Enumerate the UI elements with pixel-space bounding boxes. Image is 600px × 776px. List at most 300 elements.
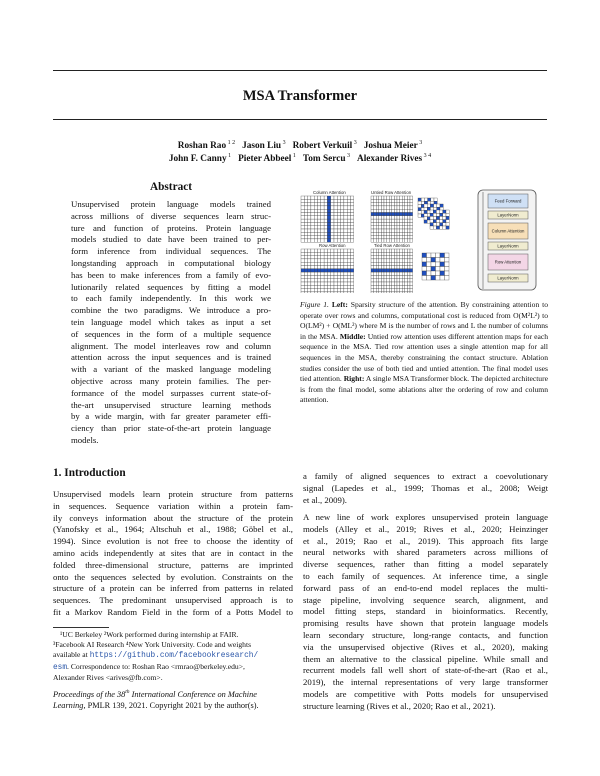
attention-cell — [410, 289, 413, 292]
attention-cell — [402, 203, 405, 206]
attention-cell — [318, 256, 321, 259]
attention-cell — [397, 249, 400, 252]
attention-cell — [324, 232, 327, 235]
author-name: Alexander Rives — [356, 154, 423, 165]
attention-cell — [347, 236, 350, 239]
attention-cell — [446, 210, 449, 213]
attention-cell — [440, 213, 443, 216]
attention-cell — [381, 279, 384, 282]
attention-cell — [389, 275, 392, 278]
attention-cell — [314, 206, 317, 209]
attention-cell — [389, 196, 392, 199]
attention-cell — [311, 199, 314, 202]
attention-cell — [405, 229, 408, 232]
attention-cell — [400, 216, 403, 219]
attention-cell — [446, 220, 449, 223]
attention-cell — [397, 252, 400, 255]
attention-cell — [327, 226, 330, 229]
attention-cell — [379, 219, 382, 222]
attention-cell — [308, 252, 311, 255]
attention-cell — [389, 279, 392, 282]
attention-cell — [334, 262, 337, 265]
attention-cell — [308, 275, 311, 278]
attention-cell — [327, 272, 330, 275]
caption-text-1: Sparsity structure of the attention. By constraining attention to operate over rows and columns, computational cost is reduced from O(M²L²) to O(LM²) + O(ML²) where M is the number of rows and L the number of columns in the MSA. — [300, 300, 549, 341]
attention-cell — [376, 236, 379, 239]
text-line: models. — [71, 434, 99, 445]
attention-cell — [381, 249, 384, 252]
attention-cell — [389, 203, 392, 206]
attention-cell — [301, 222, 304, 225]
attention-cell — [327, 206, 330, 209]
attention-cell — [389, 282, 392, 285]
attention-cell — [387, 259, 390, 262]
attention-cell — [376, 206, 379, 209]
attention-cell — [410, 259, 413, 262]
attention-cell — [440, 210, 443, 213]
attention-cell — [321, 259, 324, 262]
attention-cell — [308, 226, 311, 229]
attention-cell — [371, 252, 374, 255]
attention-cell — [308, 256, 311, 259]
attention-cell — [400, 236, 403, 239]
attention-cell — [410, 292, 413, 293]
attention-cell — [341, 266, 344, 269]
attention-cell — [392, 279, 395, 282]
attention-cell — [311, 203, 314, 206]
attention-cell — [402, 256, 405, 259]
block-layer-label: LayerNorm — [497, 212, 519, 218]
attention-cell — [327, 239, 330, 242]
attention-cell — [311, 279, 314, 282]
attention-cell — [314, 262, 317, 265]
attention-cell — [387, 222, 390, 225]
block-layer-label: Feed Forward — [494, 198, 522, 204]
attention-cell — [402, 289, 405, 292]
attention-cell — [341, 249, 344, 252]
attention-cell — [410, 216, 413, 219]
attention-cell — [405, 216, 408, 219]
text-line: fit a Markov Random Field in the form of a Potts Model to — [53, 606, 293, 617]
attention-cell — [371, 289, 374, 292]
attention-cell — [324, 203, 327, 206]
attention-cell — [301, 196, 304, 199]
attention-cell — [443, 226, 446, 229]
attention-cell — [389, 289, 392, 292]
attention-cell — [347, 232, 350, 235]
attention-cell — [304, 279, 307, 282]
attention-cell — [397, 289, 400, 292]
attention-cell — [347, 229, 350, 232]
attention-cell — [331, 279, 334, 282]
attention-cell — [371, 229, 374, 232]
attention-cell — [410, 229, 413, 232]
attention-cell — [410, 206, 413, 209]
attention-cell — [400, 275, 403, 278]
attention-cell — [376, 249, 379, 252]
text-line: models studied to date have been trained to per- — [71, 234, 271, 245]
attention-cell — [436, 267, 441, 272]
attention-cell — [331, 196, 334, 199]
attention-cell — [400, 279, 403, 282]
attention-cell — [440, 253, 445, 258]
attention-cell — [371, 239, 374, 242]
attention-cell — [321, 275, 324, 278]
attention-cell — [389, 206, 392, 209]
attention-cell — [407, 229, 410, 232]
attention-cell — [374, 256, 377, 259]
attention-cell — [337, 239, 340, 242]
attention-cell — [376, 269, 379, 272]
attention-cell — [374, 219, 377, 222]
attention-cell — [392, 216, 395, 219]
attention-cell — [402, 239, 405, 242]
attention-cell — [308, 292, 311, 293]
attention-cell — [410, 236, 413, 239]
attention-cell — [351, 262, 354, 265]
attention-cell — [374, 226, 377, 229]
intro-right-body-p2 — [303, 512, 548, 713]
attention-cell — [397, 203, 400, 206]
attention-cell — [351, 279, 354, 282]
attention-cell — [344, 196, 347, 199]
attention-cell — [341, 279, 344, 282]
attention-cell — [402, 269, 405, 272]
attention-cell — [394, 216, 397, 219]
attention-cell — [407, 226, 410, 229]
attention-cell — [376, 226, 379, 229]
text-line: 1994). Since evolution is not free to choose the identity of — [53, 536, 293, 547]
attention-cell — [376, 239, 379, 242]
title-bottom-rule — [53, 119, 547, 120]
attention-cell — [405, 203, 408, 206]
attention-cell — [314, 209, 317, 212]
attention-cell — [410, 249, 413, 252]
intro-right-body-p1 — [303, 471, 548, 506]
attention-cell — [397, 226, 400, 229]
caption-middle-label: Middle: — [339, 331, 366, 341]
attention-cell — [445, 253, 450, 258]
attention-cell — [394, 256, 397, 259]
attention-cell — [422, 262, 427, 267]
attention-cell — [308, 206, 311, 209]
attention-cell — [407, 222, 410, 225]
attention-cell — [321, 252, 324, 255]
attention-cell — [371, 203, 374, 206]
attention-cell — [371, 232, 374, 235]
attention-cell — [341, 259, 344, 262]
attention-cell — [410, 256, 413, 259]
abstract-heading: Abstract — [149, 181, 193, 193]
attention-cell — [381, 219, 384, 222]
attention-cell — [384, 199, 387, 202]
attention-cell — [318, 262, 321, 265]
attention-cell — [394, 232, 397, 235]
attention-cell — [301, 216, 304, 219]
attention-cell — [334, 226, 337, 229]
attention-cell — [407, 285, 410, 288]
attention-cell — [387, 279, 390, 282]
attention-cell — [311, 196, 314, 199]
attention-cell — [387, 236, 390, 239]
transformer-block-diagram — [478, 190, 536, 290]
author-name: John F. Canny — [168, 154, 227, 165]
attention-cell — [337, 229, 340, 232]
attention-cell — [384, 239, 387, 242]
attention-cell — [394, 226, 397, 229]
attention-cell — [314, 279, 317, 282]
attention-cell — [446, 216, 449, 219]
attention-cell — [374, 289, 377, 292]
attention-cell — [392, 239, 395, 242]
attention-cell — [405, 266, 408, 269]
attention-cell — [387, 196, 390, 199]
attention-cell — [394, 236, 397, 239]
attention-cell — [405, 196, 408, 199]
text-line: et al., 2019; Rao et al., 2019). This approach fits large — [303, 535, 548, 546]
attention-cell — [374, 229, 377, 232]
attention-cell — [430, 204, 433, 207]
attention-cell — [374, 292, 377, 293]
attention-cell — [410, 209, 413, 212]
attention-cell — [337, 249, 340, 252]
attention-cell — [384, 266, 387, 269]
attention-cell — [405, 262, 408, 265]
attention-cell — [381, 252, 384, 255]
attention-cell — [400, 272, 403, 275]
attention-cell — [379, 232, 382, 235]
attention-cell — [436, 258, 441, 263]
attention-cell — [331, 216, 334, 219]
attention-cell — [311, 232, 314, 235]
attention-cell — [301, 203, 304, 206]
attention-cell — [394, 213, 397, 216]
attention-cell — [407, 236, 410, 239]
attention-cell — [321, 282, 324, 285]
attention-cell — [402, 229, 405, 232]
attention-cell — [351, 269, 354, 272]
attention-cell — [318, 232, 321, 235]
attention-cell — [337, 289, 340, 292]
attention-cell — [374, 216, 377, 219]
attention-cell — [327, 282, 330, 285]
attention-cell — [337, 279, 340, 282]
attention-cell — [321, 232, 324, 235]
text-line: the-art unsupervised structure learning methods — [71, 399, 271, 410]
attention-cell — [351, 229, 354, 232]
attention-cell — [308, 216, 311, 219]
attention-cell — [327, 292, 330, 293]
attention-cell — [311, 216, 314, 219]
attention-cell — [341, 206, 344, 209]
attention-cell — [308, 232, 311, 235]
attention-cell — [308, 289, 311, 292]
attention-cell — [387, 219, 390, 222]
attention-cell — [422, 258, 427, 263]
text-line: to each family of sequences. At inference time, a single — [303, 570, 548, 581]
attention-cell — [376, 272, 379, 275]
attention-cell — [394, 289, 397, 292]
attention-cell — [327, 232, 330, 235]
attention-cell — [318, 289, 321, 292]
attention-cell — [445, 271, 450, 276]
attention-cell — [321, 213, 324, 216]
attention-cell — [344, 289, 347, 292]
attention-cell — [446, 226, 449, 229]
attention-cell — [314, 259, 317, 262]
attention-cell — [337, 275, 340, 278]
attention-cell — [314, 226, 317, 229]
attention-cell — [387, 206, 390, 209]
attention-cell — [337, 292, 340, 293]
attention-cell — [407, 279, 410, 282]
attention-cell — [389, 249, 392, 252]
attention-cell — [304, 282, 307, 285]
attention-cell — [440, 267, 445, 272]
attention-cell — [318, 222, 321, 225]
author-affiliation: 1 2 — [226, 140, 236, 146]
attention-cell — [407, 213, 410, 216]
attention-cell — [421, 198, 424, 201]
attention-cell — [347, 206, 350, 209]
attention-cell — [331, 289, 334, 292]
attention-cell — [431, 198, 434, 201]
attention-cell — [308, 196, 311, 199]
attention-cell — [308, 249, 311, 252]
attention-cell — [337, 216, 340, 219]
attention-cell — [321, 206, 324, 209]
attention-cell — [389, 219, 392, 222]
attention-cell — [405, 292, 408, 293]
code-url[interactable]: https://github.com/facebookresearch/ — [89, 652, 259, 661]
figure-1-svg — [300, 189, 548, 293]
attention-cell — [379, 249, 382, 252]
attention-cell — [301, 199, 304, 202]
attention-cell — [334, 259, 337, 262]
attention-cell — [374, 282, 377, 285]
attention-cell — [389, 252, 392, 255]
attention-cell — [402, 285, 405, 288]
intro-left-body — [53, 489, 293, 619]
attention-cell — [389, 239, 392, 242]
attention-cell — [440, 226, 443, 229]
attention-cell — [389, 272, 392, 275]
attention-cell — [318, 249, 321, 252]
attention-cell — [374, 196, 377, 199]
attention-cell — [324, 199, 327, 202]
attention-cell — [301, 266, 304, 269]
attention-cell — [394, 262, 397, 265]
text-line: form inference from individual sequences. The — [71, 246, 271, 257]
attention-cell — [344, 239, 347, 242]
attention-cell — [410, 262, 413, 265]
attention-cell — [304, 236, 307, 239]
attention-cell — [351, 272, 354, 275]
attention-cell — [331, 199, 334, 202]
attention-cell — [379, 285, 382, 288]
attention-cell — [430, 210, 433, 213]
attention-cell — [347, 219, 350, 222]
attention-cell — [379, 199, 382, 202]
attention-cell — [304, 252, 307, 255]
attention-cell — [394, 269, 397, 272]
text-line: A new line of work explores unsupervised protein language — [303, 512, 548, 522]
attention-cell — [418, 208, 421, 211]
attention-cell — [400, 219, 403, 222]
attention-cell — [308, 285, 311, 288]
attention-cell — [392, 259, 395, 262]
attention-cell — [318, 209, 321, 212]
attention-cell — [347, 199, 350, 202]
text-line: combine the two paradigms. We introduce a pro- — [71, 305, 271, 316]
attention-cell — [341, 292, 344, 293]
attention-cell — [304, 222, 307, 225]
attention-cell — [445, 258, 450, 263]
code-url-end[interactable]: esm — [53, 663, 68, 672]
attention-cell — [308, 259, 311, 262]
attention-cell — [351, 256, 354, 259]
attention-cell — [347, 262, 350, 265]
attention-cell — [351, 249, 354, 252]
text-line: of sequences in the form of a multiple sequence — [71, 328, 271, 339]
attention-cell — [405, 282, 408, 285]
attention-cell — [405, 213, 408, 216]
author-name: Pieter Abbeel — [238, 154, 292, 165]
attention-cell — [400, 249, 403, 252]
attention-cell — [384, 269, 387, 272]
attention-cell — [402, 259, 405, 262]
attention-cell — [344, 266, 347, 269]
attention-cell — [351, 292, 354, 293]
attention-cell — [427, 267, 432, 272]
attention-cell — [341, 269, 344, 272]
text-line: structure learning (Rives et al., 2020; Rao et al., 2021). — [303, 700, 496, 711]
attention-cell — [371, 196, 374, 199]
attention-cell — [308, 229, 311, 232]
attention-cell — [308, 282, 311, 285]
attention-cell — [376, 282, 379, 285]
attention-cell — [347, 252, 350, 255]
attention-cell — [344, 206, 347, 209]
attention-cell — [397, 272, 400, 275]
attention-cell — [437, 204, 440, 207]
attention-cell — [410, 213, 413, 216]
attention-cell — [394, 292, 397, 293]
attention-cell — [327, 196, 330, 199]
attention-cell — [308, 222, 311, 225]
attention-cell — [387, 213, 390, 216]
attention-cell — [431, 276, 436, 281]
attention-cell — [379, 229, 382, 232]
attention-cell — [331, 282, 334, 285]
attention-cell — [436, 271, 441, 276]
attention-cell — [334, 275, 337, 278]
attention-cell — [381, 216, 384, 219]
attention-cell — [314, 272, 317, 275]
attention-cell — [389, 222, 392, 225]
attention-cell — [407, 262, 410, 265]
attention-cell — [334, 269, 337, 272]
attention-cell — [327, 256, 330, 259]
attention-cell — [344, 272, 347, 275]
attention-cell — [324, 279, 327, 282]
attention-cell — [407, 259, 410, 262]
attention-cell — [321, 222, 324, 225]
attention-cell — [318, 236, 321, 239]
attention-cell — [337, 259, 340, 262]
attention-cell — [337, 282, 340, 285]
attention-cell — [389, 292, 392, 293]
